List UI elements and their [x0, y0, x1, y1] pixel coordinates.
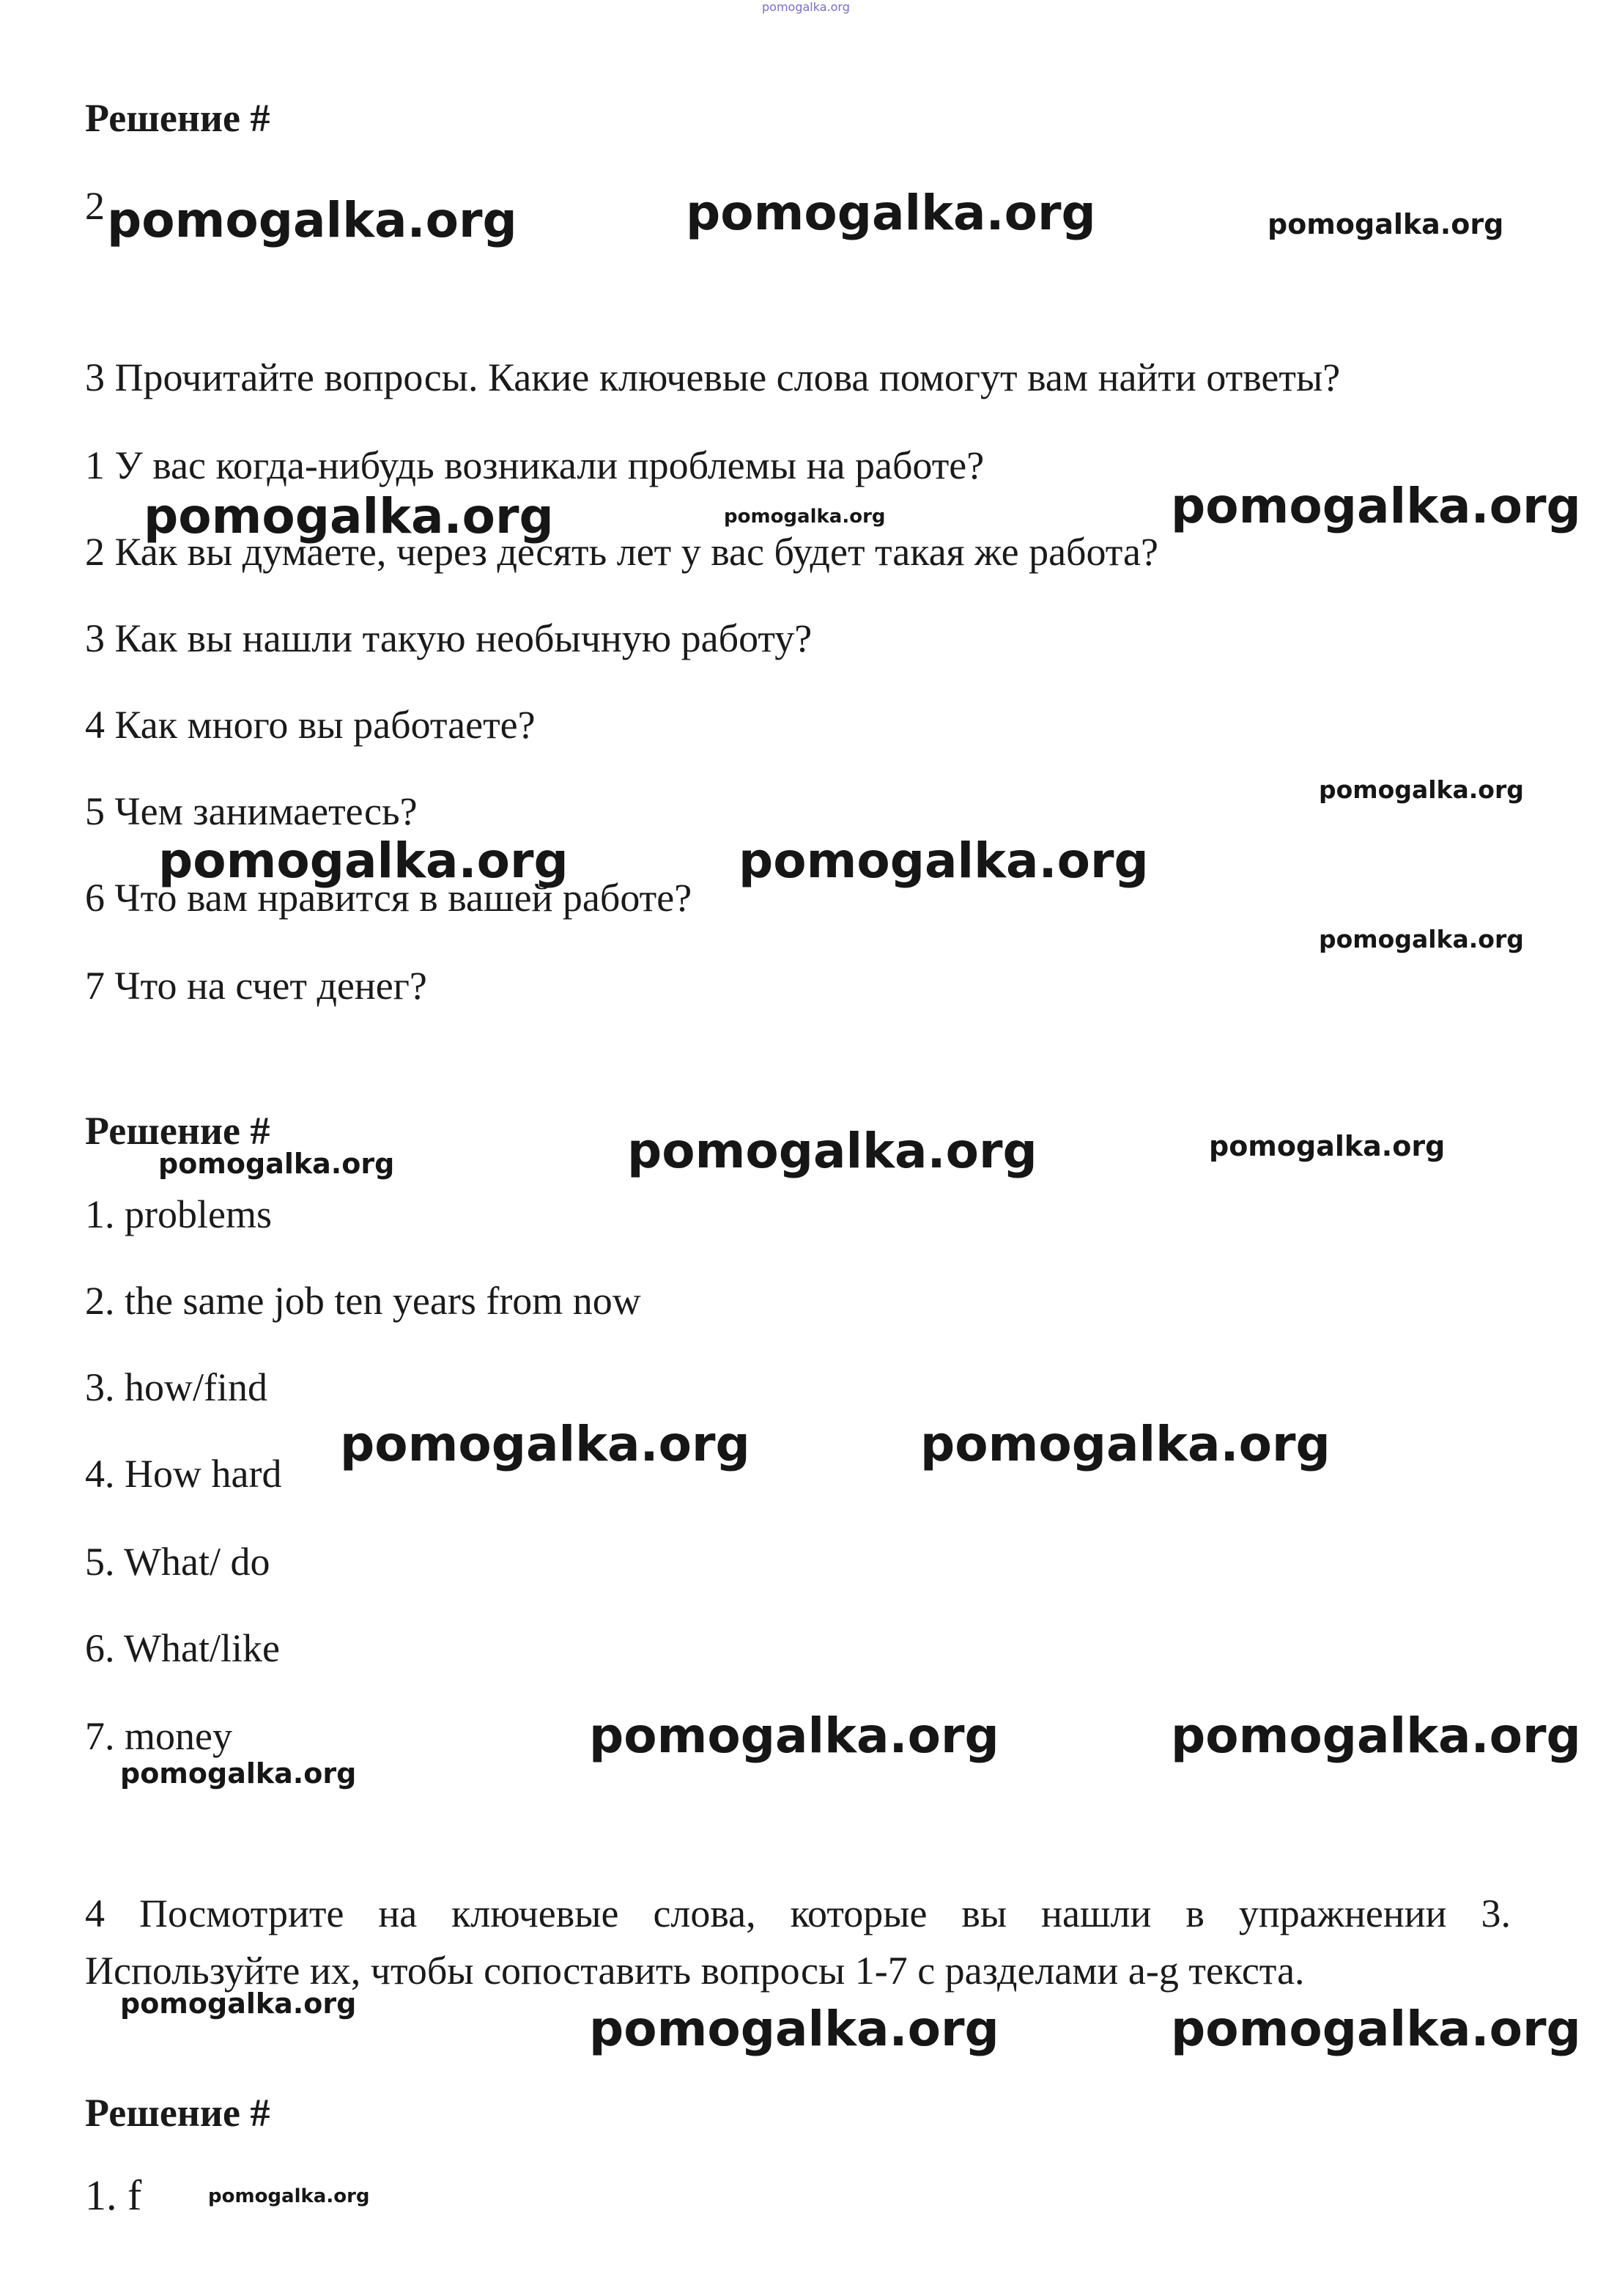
watermark: pomogalka.org	[120, 1757, 357, 1790]
watermark: pomogalka.org	[158, 833, 569, 889]
watermark: pomogalka.org	[724, 506, 886, 528]
question-item: 4 Как много вы работаете?	[85, 703, 536, 747]
watermark: pomogalka.org	[1268, 208, 1504, 240]
watermark: pomogalka.org	[158, 1148, 395, 1180]
watermark: pomogalka.org	[920, 1416, 1331, 1472]
solution-heading-1: Решение #	[85, 96, 270, 140]
watermark: pomogalka.org	[107, 192, 517, 248]
exercise-3-prompt: 3 Прочитайте вопросы. Какие ключевые слова помогут вам найти ответы?	[85, 355, 1341, 399]
watermark: pomogalka.org	[686, 185, 1096, 241]
question-item: 1 У вас когда-нибудь возникали проблемы на работе?	[85, 443, 985, 487]
question-item: 5 Чем занимаетесь?	[85, 789, 418, 833]
watermark: pomogalka.org	[208, 2185, 370, 2207]
question-item: 2 Как вы думаете, через десять лет у вас будет такая же работа?	[85, 530, 1158, 574]
answer-item: 7. money	[85, 1714, 232, 1758]
watermark: pomogalka.org	[589, 1708, 999, 1764]
watermark-top: pomogalka.org	[762, 0, 850, 14]
solution-1-value: 2	[85, 184, 105, 228]
answer-item: 2. the same job ten years from now	[85, 1279, 641, 1323]
watermark: pomogalka.org	[739, 833, 1149, 889]
solution-heading-3: Решение #	[85, 2091, 270, 2135]
answer-item: 4. How hard	[85, 1452, 282, 1496]
watermark: pomogalka.org	[1209, 1130, 1446, 1162]
watermark: pomogalka.org	[1319, 925, 1524, 953]
watermark: pomogalka.org	[1171, 2001, 1581, 2057]
exercise-4-line-2: Используйте их, чтобы сопоставить вопросы 1-7 с разделами a-g текста.	[85, 1949, 1305, 1993]
answer-item: 3. how/find	[85, 1365, 267, 1409]
question-item: 7 Что на счет денег?	[85, 964, 427, 1008]
watermark: pomogalka.org	[1171, 1708, 1581, 1764]
watermark: pomogalka.org	[1319, 775, 1524, 804]
watermark: pomogalka.org	[589, 2001, 999, 2057]
watermark: pomogalka.org	[340, 1416, 750, 1472]
answer-item: 6. What/like	[85, 1626, 280, 1670]
watermark: pomogalka.org	[1171, 478, 1581, 534]
answer-item: 5. What/ do	[85, 1540, 270, 1584]
watermark: pomogalka.org	[120, 1987, 357, 2020]
question-item: 6 Что вам нравится в вашей работе?	[85, 876, 692, 920]
question-item: 3 Как вы нашли такую необычную работу?	[85, 616, 813, 660]
answer-item: 1. problems	[85, 1192, 272, 1236]
answer-item: 1. f	[85, 2171, 142, 2219]
exercise-4-line-1: 4 Посмотрите на ключевые слова, которые вы нашли в упражнении 3.	[85, 1891, 1511, 1935]
watermark: pomogalka.org	[144, 488, 554, 545]
exercise-4-prompt	[85, 1885, 1511, 1999]
solution-heading-2: Решение #	[85, 1109, 270, 1153]
watermark: pomogalka.org	[627, 1123, 1037, 1179]
